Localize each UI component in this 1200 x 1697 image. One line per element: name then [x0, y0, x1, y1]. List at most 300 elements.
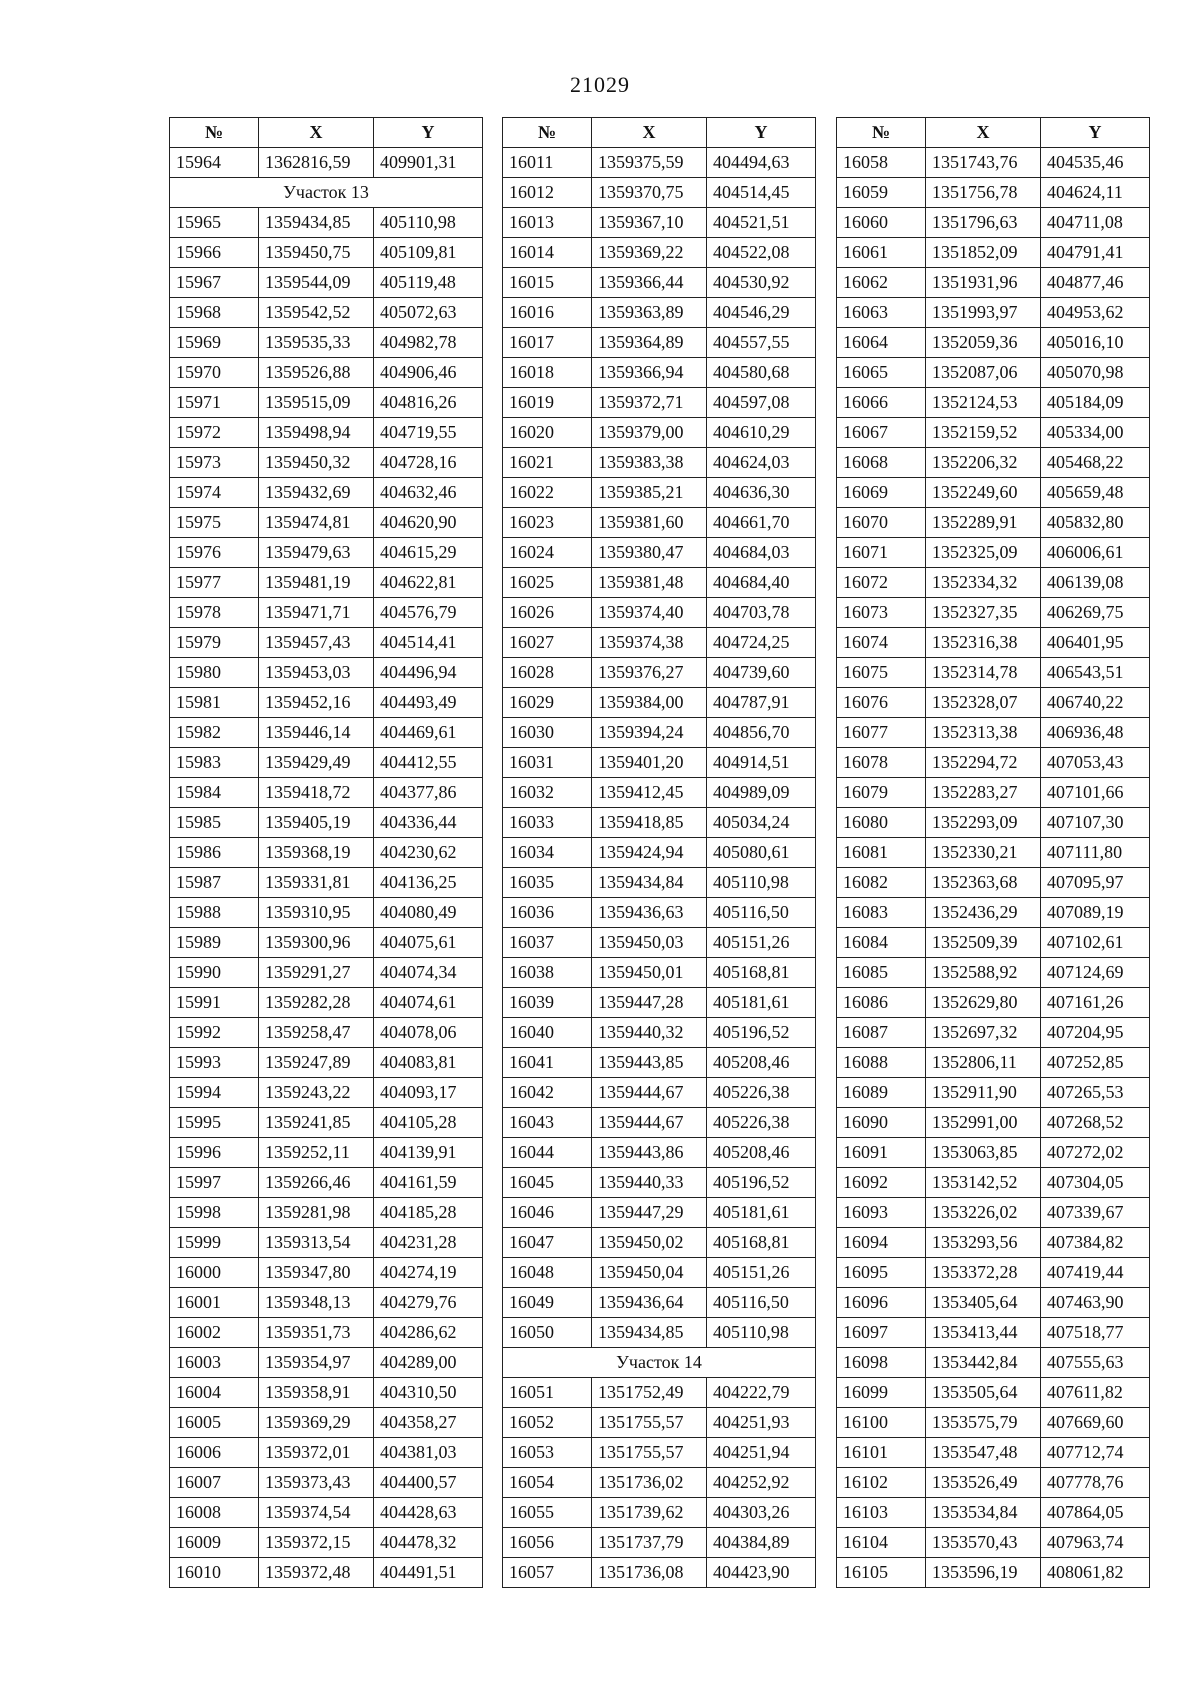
- table-row: [170, 1168, 483, 1198]
- y-coordinate: 404624,11: [1041, 178, 1150, 208]
- y-coordinate: 404491,51: [374, 1558, 483, 1588]
- point-number: 16061: [837, 238, 926, 268]
- header-number: №: [837, 118, 926, 148]
- x-coordinate: 1359481,19: [259, 568, 374, 598]
- x-coordinate: 1352159,52: [926, 418, 1041, 448]
- y-coordinate: 404816,26: [374, 388, 483, 418]
- table-row: [503, 1288, 816, 1318]
- x-coordinate: 1359369,22: [592, 238, 707, 268]
- x-coordinate: 1359310,95: [259, 898, 374, 928]
- x-coordinate: 1352249,60: [926, 478, 1041, 508]
- table-row: [503, 628, 816, 658]
- x-coordinate: 1359542,52: [259, 298, 374, 328]
- y-coordinate: 405181,61: [707, 1198, 816, 1228]
- x-coordinate: 1362816,59: [259, 148, 374, 178]
- x-coordinate: 1359243,22: [259, 1078, 374, 1108]
- table-row: [837, 1318, 1150, 1348]
- table-row: [503, 1228, 816, 1258]
- point-number: 16027: [503, 628, 592, 658]
- point-number: 15979: [170, 628, 259, 658]
- table-row: [837, 988, 1150, 1018]
- x-coordinate: 1353575,79: [926, 1408, 1041, 1438]
- section-row: [170, 178, 483, 208]
- y-coordinate: 407304,05: [1041, 1168, 1150, 1198]
- x-coordinate: 1359366,94: [592, 358, 707, 388]
- y-coordinate: 404620,90: [374, 508, 483, 538]
- x-coordinate: 1353534,84: [926, 1498, 1041, 1528]
- table-row: [503, 418, 816, 448]
- y-coordinate: 404521,51: [707, 208, 816, 238]
- point-number: 16008: [170, 1498, 259, 1528]
- y-coordinate: 405151,26: [707, 928, 816, 958]
- table-row: [837, 568, 1150, 598]
- table-row: [170, 1108, 483, 1138]
- table-row: [503, 1498, 816, 1528]
- point-number: 15977: [170, 568, 259, 598]
- x-coordinate: 1359370,75: [592, 178, 707, 208]
- point-number: 16076: [837, 688, 926, 718]
- x-coordinate: 1353526,49: [926, 1468, 1041, 1498]
- y-coordinate: 407611,82: [1041, 1378, 1150, 1408]
- x-coordinate: 1353442,84: [926, 1348, 1041, 1378]
- point-number: 16042: [503, 1078, 592, 1108]
- point-number: 16054: [503, 1468, 592, 1498]
- table-row: [170, 898, 483, 928]
- x-coordinate: 1359384,00: [592, 688, 707, 718]
- x-coordinate: 1351993,97: [926, 298, 1041, 328]
- point-number: 16005: [170, 1408, 259, 1438]
- x-coordinate: 1359367,10: [592, 208, 707, 238]
- point-number: 16077: [837, 718, 926, 748]
- point-number: 16098: [837, 1348, 926, 1378]
- y-coordinate: 404286,62: [374, 1318, 483, 1348]
- point-number: 16092: [837, 1168, 926, 1198]
- table-row: [170, 418, 483, 448]
- header-y: Y: [707, 118, 816, 148]
- x-coordinate: 1352436,29: [926, 898, 1041, 928]
- x-coordinate: 1352087,06: [926, 358, 1041, 388]
- y-coordinate: 404684,40: [707, 568, 816, 598]
- x-coordinate: 1359450,32: [259, 448, 374, 478]
- x-coordinate: 1359453,03: [259, 658, 374, 688]
- x-coordinate: 1353293,56: [926, 1228, 1041, 1258]
- y-coordinate: 405110,98: [374, 208, 483, 238]
- point-number: 16100: [837, 1408, 926, 1438]
- table-row: [503, 598, 816, 628]
- point-number: 16016: [503, 298, 592, 328]
- x-coordinate: 1359432,69: [259, 478, 374, 508]
- table-row: [503, 508, 816, 538]
- x-coordinate: 1352330,21: [926, 838, 1041, 868]
- x-coordinate: 1351737,79: [592, 1528, 707, 1558]
- section-row: [503, 1348, 816, 1378]
- point-number: 16021: [503, 448, 592, 478]
- x-coordinate: 1351736,02: [592, 1468, 707, 1498]
- point-number: 16004: [170, 1378, 259, 1408]
- y-coordinate: 407963,74: [1041, 1528, 1150, 1558]
- x-coordinate: 1359373,43: [259, 1468, 374, 1498]
- y-coordinate: 404231,28: [374, 1228, 483, 1258]
- point-number: 15999: [170, 1228, 259, 1258]
- x-coordinate: 1359281,98: [259, 1198, 374, 1228]
- table-row: [837, 598, 1150, 628]
- y-coordinate: 405110,98: [707, 1318, 816, 1348]
- y-coordinate: 405832,80: [1041, 508, 1150, 538]
- y-coordinate: 404703,78: [707, 598, 816, 628]
- table-row: [837, 688, 1150, 718]
- point-number: 16065: [837, 358, 926, 388]
- point-number: 15988: [170, 898, 259, 928]
- x-coordinate: 1359418,85: [592, 808, 707, 838]
- x-coordinate: 1359450,02: [592, 1228, 707, 1258]
- y-coordinate: 407778,76: [1041, 1468, 1150, 1498]
- point-number: 15972: [170, 418, 259, 448]
- x-coordinate: 1359498,94: [259, 418, 374, 448]
- table-row: [503, 358, 816, 388]
- x-coordinate: 1351739,62: [592, 1498, 707, 1528]
- point-number: 16059: [837, 178, 926, 208]
- y-coordinate: 404303,26: [707, 1498, 816, 1528]
- table-row: [503, 1018, 816, 1048]
- table-row: [837, 658, 1150, 688]
- point-number: 16022: [503, 478, 592, 508]
- x-coordinate: 1351796,63: [926, 208, 1041, 238]
- table-row: [503, 898, 816, 928]
- y-coordinate: 407161,26: [1041, 988, 1150, 1018]
- y-coordinate: 409901,31: [374, 148, 483, 178]
- x-coordinate: 1359526,88: [259, 358, 374, 388]
- x-coordinate: 1352991,00: [926, 1108, 1041, 1138]
- y-coordinate: 404336,44: [374, 808, 483, 838]
- x-coordinate: 1352293,09: [926, 808, 1041, 838]
- point-number: 16063: [837, 298, 926, 328]
- table-row: [503, 298, 816, 328]
- y-coordinate: 406269,75: [1041, 598, 1150, 628]
- y-coordinate: 404358,27: [374, 1408, 483, 1438]
- y-coordinate: 404597,08: [707, 388, 816, 418]
- y-coordinate: 404624,03: [707, 448, 816, 478]
- x-coordinate: 1359447,28: [592, 988, 707, 1018]
- point-number: 15966: [170, 238, 259, 268]
- x-coordinate: 1352509,39: [926, 928, 1041, 958]
- table-row: [170, 388, 483, 418]
- y-coordinate: 404546,29: [707, 298, 816, 328]
- y-coordinate: 406006,61: [1041, 538, 1150, 568]
- coordinate-table-3: [836, 117, 1150, 1588]
- x-coordinate: 1359450,75: [259, 238, 374, 268]
- table-row: [170, 328, 483, 358]
- table-row: [170, 688, 483, 718]
- x-coordinate: 1351852,09: [926, 238, 1041, 268]
- y-coordinate: 404136,25: [374, 868, 483, 898]
- section-title: Участок 13: [170, 178, 483, 208]
- y-coordinate: 405109,81: [374, 238, 483, 268]
- y-coordinate: 404185,28: [374, 1198, 483, 1228]
- point-number: 16099: [837, 1378, 926, 1408]
- y-coordinate: 404724,25: [707, 628, 816, 658]
- x-coordinate: 1359440,33: [592, 1168, 707, 1198]
- table-row: [503, 238, 816, 268]
- y-coordinate: 405184,09: [1041, 388, 1150, 418]
- header-number: №: [503, 118, 592, 148]
- header-y: Y: [374, 118, 483, 148]
- table-header-row: [837, 118, 1150, 148]
- table-row: [170, 1528, 483, 1558]
- y-coordinate: 407384,82: [1041, 1228, 1150, 1258]
- point-number: 16064: [837, 328, 926, 358]
- table-row: [837, 538, 1150, 568]
- x-coordinate: 1359380,47: [592, 538, 707, 568]
- table-row: [503, 718, 816, 748]
- point-number: 16045: [503, 1168, 592, 1198]
- table-row: [837, 1258, 1150, 1288]
- header-y: Y: [1041, 118, 1150, 148]
- point-number: 16025: [503, 568, 592, 598]
- y-coordinate: 405034,24: [707, 808, 816, 838]
- table-row: [503, 1048, 816, 1078]
- x-coordinate: 1359351,73: [259, 1318, 374, 1348]
- point-number: 15976: [170, 538, 259, 568]
- x-coordinate: 1359291,27: [259, 958, 374, 988]
- point-number: 16093: [837, 1198, 926, 1228]
- x-coordinate: 1352588,92: [926, 958, 1041, 988]
- table-row: [170, 208, 483, 238]
- x-coordinate: 1352806,11: [926, 1048, 1041, 1078]
- y-coordinate: 408061,82: [1041, 1558, 1150, 1588]
- table-row: [837, 1018, 1150, 1048]
- point-number: 16015: [503, 268, 592, 298]
- table-row: [837, 268, 1150, 298]
- point-number: 16086: [837, 988, 926, 1018]
- point-number: 16055: [503, 1498, 592, 1528]
- y-coordinate: 404636,30: [707, 478, 816, 508]
- point-number: 16003: [170, 1348, 259, 1378]
- table-row: [170, 1288, 483, 1318]
- table-row: [170, 1348, 483, 1378]
- table-row: [837, 1198, 1150, 1228]
- x-coordinate: 1359282,28: [259, 988, 374, 1018]
- x-coordinate: 1352328,07: [926, 688, 1041, 718]
- x-coordinate: 1359374,54: [259, 1498, 374, 1528]
- y-coordinate: 407339,67: [1041, 1198, 1150, 1228]
- table-row: [503, 1078, 816, 1108]
- table-row: [503, 388, 816, 418]
- point-number: 16035: [503, 868, 592, 898]
- point-number: 16014: [503, 238, 592, 268]
- x-coordinate: 1351743,76: [926, 148, 1041, 178]
- x-coordinate: 1359457,43: [259, 628, 374, 658]
- point-number: 16033: [503, 808, 592, 838]
- table-row: [837, 178, 1150, 208]
- table-row: [503, 838, 816, 868]
- x-coordinate: 1359266,46: [259, 1168, 374, 1198]
- point-number: 16102: [837, 1468, 926, 1498]
- table-row: [170, 1468, 483, 1498]
- point-number: 16040: [503, 1018, 592, 1048]
- y-coordinate: 404469,61: [374, 718, 483, 748]
- y-coordinate: 404522,08: [707, 238, 816, 268]
- point-number: 15985: [170, 808, 259, 838]
- y-coordinate: 404274,19: [374, 1258, 483, 1288]
- point-number: 15989: [170, 928, 259, 958]
- table-row: [837, 1348, 1150, 1378]
- point-number: 15971: [170, 388, 259, 418]
- x-coordinate: 1352314,78: [926, 658, 1041, 688]
- table-row: [170, 1318, 483, 1348]
- table-row: [837, 1288, 1150, 1318]
- x-coordinate: 1359347,80: [259, 1258, 374, 1288]
- table-row: [837, 1168, 1150, 1198]
- point-number: 16075: [837, 658, 926, 688]
- x-coordinate: 1352327,35: [926, 598, 1041, 628]
- y-coordinate: 404251,93: [707, 1408, 816, 1438]
- x-coordinate: 1353372,28: [926, 1258, 1041, 1288]
- point-number: 16095: [837, 1258, 926, 1288]
- point-number: 16082: [837, 868, 926, 898]
- table-row: [837, 1228, 1150, 1258]
- x-coordinate: 1359354,97: [259, 1348, 374, 1378]
- x-coordinate: 1359434,85: [592, 1318, 707, 1348]
- table-row: [837, 1468, 1150, 1498]
- y-coordinate: 404230,62: [374, 838, 483, 868]
- y-coordinate: 405151,26: [707, 1258, 816, 1288]
- y-coordinate: 404400,57: [374, 1468, 483, 1498]
- point-number: 15975: [170, 508, 259, 538]
- table-row: [170, 958, 483, 988]
- table-header-row: [503, 118, 816, 148]
- point-number: 16062: [837, 268, 926, 298]
- y-coordinate: 404074,34: [374, 958, 483, 988]
- x-coordinate: 1359358,91: [259, 1378, 374, 1408]
- table-row: [170, 1138, 483, 1168]
- table-row: [170, 1018, 483, 1048]
- y-coordinate: 404377,86: [374, 778, 483, 808]
- y-coordinate: 404535,46: [1041, 148, 1150, 178]
- y-coordinate: 404251,94: [707, 1438, 816, 1468]
- x-coordinate: 1351752,49: [592, 1378, 707, 1408]
- table-row: [837, 1498, 1150, 1528]
- point-number: 16002: [170, 1318, 259, 1348]
- table-row: [170, 598, 483, 628]
- point-number: 16073: [837, 598, 926, 628]
- x-coordinate: 1359418,72: [259, 778, 374, 808]
- point-number: 16090: [837, 1108, 926, 1138]
- y-coordinate: 406740,22: [1041, 688, 1150, 718]
- point-number: 16018: [503, 358, 592, 388]
- table-row: [170, 1378, 483, 1408]
- x-coordinate: 1351931,96: [926, 268, 1041, 298]
- point-number: 16067: [837, 418, 926, 448]
- table-row: [503, 1438, 816, 1468]
- x-coordinate: 1359331,81: [259, 868, 374, 898]
- x-coordinate: 1359374,38: [592, 628, 707, 658]
- table-row: [503, 778, 816, 808]
- y-coordinate: 404139,91: [374, 1138, 483, 1168]
- y-coordinate: 407864,05: [1041, 1498, 1150, 1528]
- y-coordinate: 405080,61: [707, 838, 816, 868]
- table-row: [170, 658, 483, 688]
- x-coordinate: 1359443,85: [592, 1048, 707, 1078]
- x-coordinate: 1351756,78: [926, 178, 1041, 208]
- y-coordinate: 404530,92: [707, 268, 816, 298]
- y-coordinate: 406543,51: [1041, 658, 1150, 688]
- point-number: 16070: [837, 508, 926, 538]
- table-row: [503, 1168, 816, 1198]
- y-coordinate: 404289,00: [374, 1348, 483, 1378]
- point-number: 16023: [503, 508, 592, 538]
- point-number: 15994: [170, 1078, 259, 1108]
- table-row: [837, 868, 1150, 898]
- point-number: 15992: [170, 1018, 259, 1048]
- point-number: 16007: [170, 1468, 259, 1498]
- table-row: [503, 988, 816, 1018]
- x-coordinate: 1352911,90: [926, 1078, 1041, 1108]
- y-coordinate: 405116,50: [707, 1288, 816, 1318]
- table-row: [503, 688, 816, 718]
- table-row: [837, 358, 1150, 388]
- y-coordinate: 404982,78: [374, 328, 483, 358]
- table-row: [503, 448, 816, 478]
- table-row: [170, 868, 483, 898]
- coordinate-table-1: [169, 117, 483, 1588]
- table-row: [170, 568, 483, 598]
- x-coordinate: 1352316,38: [926, 628, 1041, 658]
- table-row: [170, 808, 483, 838]
- point-number: 16029: [503, 688, 592, 718]
- y-coordinate: 407272,02: [1041, 1138, 1150, 1168]
- table-row: [170, 508, 483, 538]
- table-row: [837, 1378, 1150, 1408]
- x-coordinate: 1359372,01: [259, 1438, 374, 1468]
- x-coordinate: 1352059,36: [926, 328, 1041, 358]
- x-coordinate: 1352697,32: [926, 1018, 1041, 1048]
- y-coordinate: 407089,19: [1041, 898, 1150, 928]
- y-coordinate: 405116,50: [707, 898, 816, 928]
- point-number: 16060: [837, 208, 926, 238]
- y-coordinate: 404384,89: [707, 1528, 816, 1558]
- y-coordinate: 405208,46: [707, 1138, 816, 1168]
- y-coordinate: 404610,29: [707, 418, 816, 448]
- point-number: 16036: [503, 898, 592, 928]
- table-row: [503, 808, 816, 838]
- x-coordinate: 1359383,38: [592, 448, 707, 478]
- point-number: 16094: [837, 1228, 926, 1258]
- y-coordinate: 407102,61: [1041, 928, 1150, 958]
- y-coordinate: 407265,53: [1041, 1078, 1150, 1108]
- x-coordinate: 1359471,71: [259, 598, 374, 628]
- table-row: [503, 1378, 816, 1408]
- point-number: 16050: [503, 1318, 592, 1348]
- y-coordinate: 404279,76: [374, 1288, 483, 1318]
- y-coordinate: 406401,95: [1041, 628, 1150, 658]
- point-number: 15980: [170, 658, 259, 688]
- table-row: [170, 1258, 483, 1288]
- x-coordinate: 1359535,33: [259, 328, 374, 358]
- y-coordinate: 407463,90: [1041, 1288, 1150, 1318]
- y-coordinate: 404514,45: [707, 178, 816, 208]
- x-coordinate: 1359258,47: [259, 1018, 374, 1048]
- y-coordinate: 404711,08: [1041, 208, 1150, 238]
- point-number: 15986: [170, 838, 259, 868]
- y-coordinate: 404514,41: [374, 628, 483, 658]
- point-number: 15965: [170, 208, 259, 238]
- point-number: 15978: [170, 598, 259, 628]
- x-coordinate: 1359300,96: [259, 928, 374, 958]
- table-row: [837, 958, 1150, 988]
- y-coordinate: 407095,97: [1041, 868, 1150, 898]
- table-row: [503, 268, 816, 298]
- y-coordinate: 405110,98: [707, 868, 816, 898]
